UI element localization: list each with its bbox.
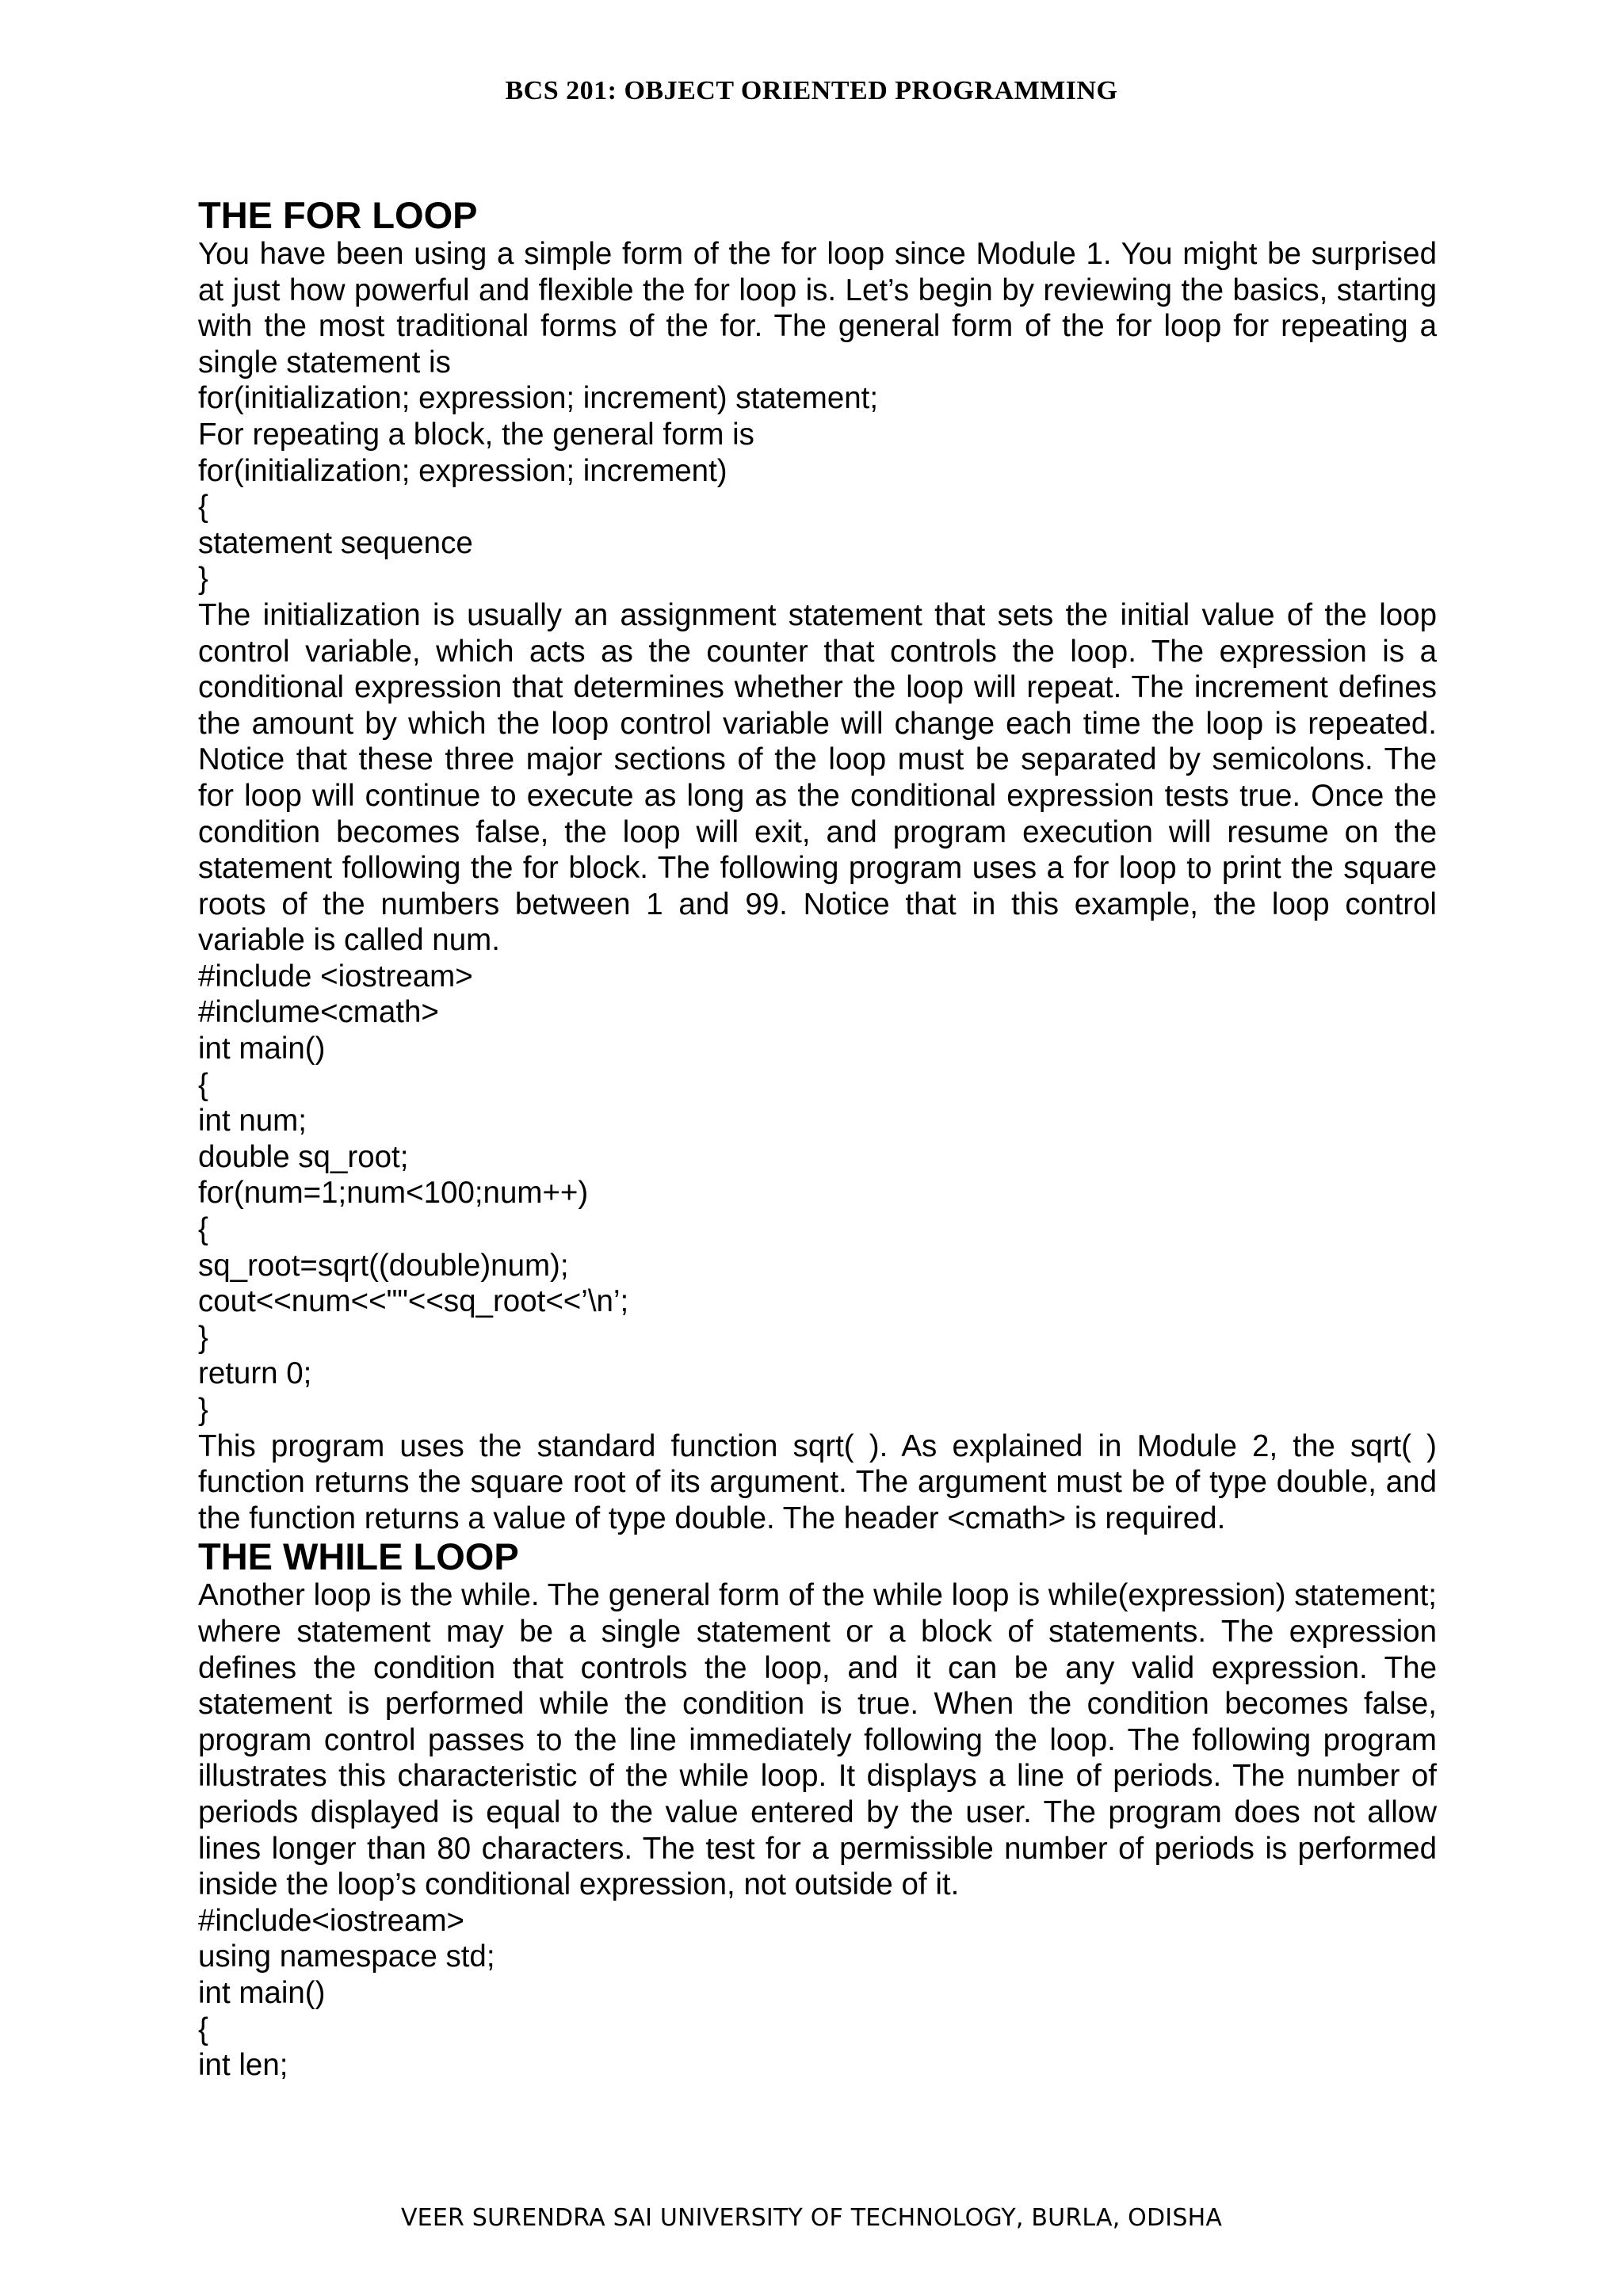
code-line: #inclume<cmath> bbox=[198, 995, 439, 1030]
code-line: int main() bbox=[198, 1032, 326, 1066]
code-line: double sq_root; bbox=[198, 1139, 409, 1174]
code-line: { bbox=[198, 1067, 208, 1102]
syntax-line: { bbox=[198, 490, 208, 524]
for-loop-code bbox=[198, 959, 1437, 1428]
page-header: BCS 201: OBJECT ORIENTED PROGRAMMING bbox=[505, 76, 1118, 105]
code-line: using namespace std; bbox=[198, 1939, 495, 1974]
syntax-line: } bbox=[198, 562, 208, 597]
code-line: { bbox=[198, 1212, 208, 1247]
for-loop-heading: THE FOR LOOP bbox=[198, 194, 478, 236]
for-loop-intro: You have been using a simple form of the for loop since Module 1. You might be surprised at just how powerful and flexible the for loop is. Let’s begin by reviewing the basics, starting with the most traditional forms of the for. The general form of the for loop for repeating a single statement is bbox=[198, 237, 1437, 379]
page-content bbox=[198, 195, 1437, 2084]
code-line: { bbox=[198, 2012, 208, 2046]
code-line: cout<<num<<""<<sq_root<<’\n’; bbox=[198, 1284, 629, 1319]
while-loop-intro: Another loop is the while. The general form of the while loop is while(expression) statement; where statement may be a single statement or a block of statements. The expression defines the condition that controls the loop, and it can be any valid expression. The statement is performed while the condition is true. When the condition becomes false, program control passes to the line immediately following the loop. The following program illustrates this characteristic of the while loop. It displays a line of periods. The number of periods displayed is equal to the value entered by the user. The program does not allow lines longer than 80 characters. The test for a permissible number of periods is performed inside the loop’s conditional expression, not outside of it. bbox=[198, 1578, 1437, 1902]
code-line: #include<iostream> bbox=[198, 1903, 465, 1938]
while-loop-heading: THE WHILE LOOP bbox=[198, 1535, 519, 1578]
syntax-line: for(initialization; expression; increment) statement; bbox=[198, 381, 879, 416]
code-line: return 0; bbox=[198, 1356, 312, 1391]
page-footer: VEER SURENDRA SAI UNIVERSITY OF TECHNOLOGY, BURLA, ODISHA bbox=[400, 2204, 1223, 2232]
code-line: int main() bbox=[198, 1975, 326, 2010]
code-line: #include <iostream> bbox=[198, 959, 473, 994]
syntax-line: statement sequence bbox=[198, 525, 473, 560]
syntax-line: For repeating a block, the general form is bbox=[198, 417, 754, 452]
code-line: } bbox=[198, 1393, 208, 1427]
code-line: int num; bbox=[198, 1104, 307, 1138]
code-line: sq_root=sqrt((double)num); bbox=[198, 1248, 569, 1283]
syntax-line: for(initialization; expression; increment) bbox=[198, 453, 727, 488]
while-loop-code bbox=[198, 1903, 1437, 2084]
for-loop-explanation: The initialization is usually an assignment statement that sets the initial value of the loop control variable, which acts as the counter that controls the loop. The expression is a conditional expression that determines whether the loop will repeat. The increment defines the amount by which the loop control variable will change each time the loop is repeated. Notice that these three major sections of the loop must be separated by semicolons. The for loop will continue to execute as long as the conditional expression tests true. Once the condition becomes false, the loop will exit, and program execution will resume on the statement following the for block. The following program uses a for loop to print the square roots of the numbers between 1 and 99. Notice that in this example, the loop control variable is called num. bbox=[198, 597, 1437, 958]
for-loop-syntax bbox=[198, 380, 1437, 597]
for-loop-after-code: This program uses the standard function sqrt( ). As explained in Module 2, the sqrt( ) function returns the square root of its argument. The argument must be of type double, and the function returns a value of type double. The header <cmath> is required. bbox=[198, 1428, 1437, 1535]
code-line: } bbox=[198, 1320, 208, 1355]
code-line: for(num=1;num<100;num++) bbox=[198, 1176, 589, 1211]
code-line: int len; bbox=[198, 2048, 288, 2083]
